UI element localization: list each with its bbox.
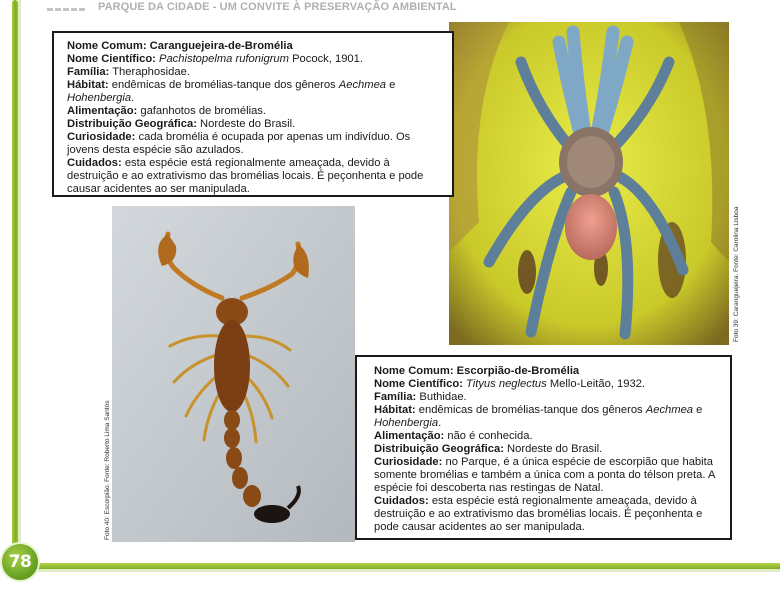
diet-line: Alimentação: gafanhotos de bromélias.	[67, 105, 266, 117]
care-line-3: pode causar acidentes ao ser manipulada.	[374, 521, 585, 533]
page-header-title: PARQUE DA CIDADE - UM CONVITE À PRESERVAÇÃO AMBIENTAL	[98, 1, 457, 13]
care-line-2: destruição e ao extrativismo das bromélias locais. É peçonhenta e pode	[67, 170, 424, 182]
left-border-shadow	[18, 0, 21, 555]
family-line: Família: Buthidae.	[374, 391, 467, 403]
habitat-line: Hábitat: endêmicas de bromélias-tanque dos gêneros Aechmea e	[67, 79, 396, 91]
scorpion-photo-credit: Foto 40: Escorpião. Fonte: Roberto Lima Santos	[104, 400, 111, 540]
species-info-box-scorpion	[355, 355, 732, 540]
distribution-line: Distribuição Geográfica: Nordeste do Brasil.	[374, 443, 603, 455]
curiosity-line: Curiosidade: no Parque, é a única espécie de escorpião que habita	[374, 456, 713, 468]
bottom-border-shadow	[28, 569, 780, 572]
scorpion-illustration	[112, 206, 355, 542]
family-line: Família: Theraphosidae.	[67, 66, 190, 78]
spider-photo-credit: Foto 39: Caranguejeira. Fonte: Carolina Lisboa	[733, 206, 740, 342]
scientific-name-line: Nome Científico: Tityus neglectus Mello-Leitão, 1932.	[374, 378, 646, 390]
curiosity-line-3: espécie foi descoberta nas restingas de Natal.	[374, 482, 604, 494]
habitat-line: Hábitat: endêmicas de bromélias-tanque dos gêneros Aechmea e	[374, 404, 703, 416]
curiosity-line: Curiosidade: cada bromélia é ocupada por apenas um indivíduo. Os	[67, 131, 411, 143]
page-number: 78	[8, 552, 32, 572]
scorpion-photo	[112, 206, 355, 542]
care-line-3: causar acidentes ao ser manipulada.	[67, 183, 250, 195]
curiosity-line-2: somente bromélias e também a única com a ponta do télson preta. A	[374, 469, 716, 481]
care-line: Cuidados: esta espécie está regionalmente ameaçada, devido à	[374, 495, 697, 507]
care-line: Cuidados: esta espécie está regionalmente ameaçada, devido à	[67, 157, 390, 169]
scientific-name-line: Nome Científico: Pachistopelma rufonigrum Pocock, 1901.	[67, 53, 363, 65]
common-name-line: Nome Comum: Escorpião-de-Bromélia	[374, 365, 580, 377]
care-line-2: destruição e ao extrativismo das bromélias locais. É peçonhenta e	[374, 508, 703, 520]
curiosity-line-2: jovens desta espécie são azulados.	[67, 144, 244, 156]
diet-line: Alimentação: não é conhecida.	[374, 430, 533, 442]
header-dash-decoration	[47, 8, 85, 14]
spider-photo	[449, 22, 729, 345]
distribution-line: Distribuição Geográfica: Nordeste do Brasil.	[67, 118, 296, 130]
species-info-box-spider	[52, 31, 454, 197]
habitat-line-2: Hohenbergia.	[374, 417, 442, 429]
tarantula-illustration	[449, 22, 729, 345]
common-name-line: Nome Comum: Caranguejeira-de-Bromélia	[67, 40, 293, 52]
habitat-line-2: Hohenbergia.	[67, 92, 135, 104]
page-number-badge	[0, 542, 40, 582]
